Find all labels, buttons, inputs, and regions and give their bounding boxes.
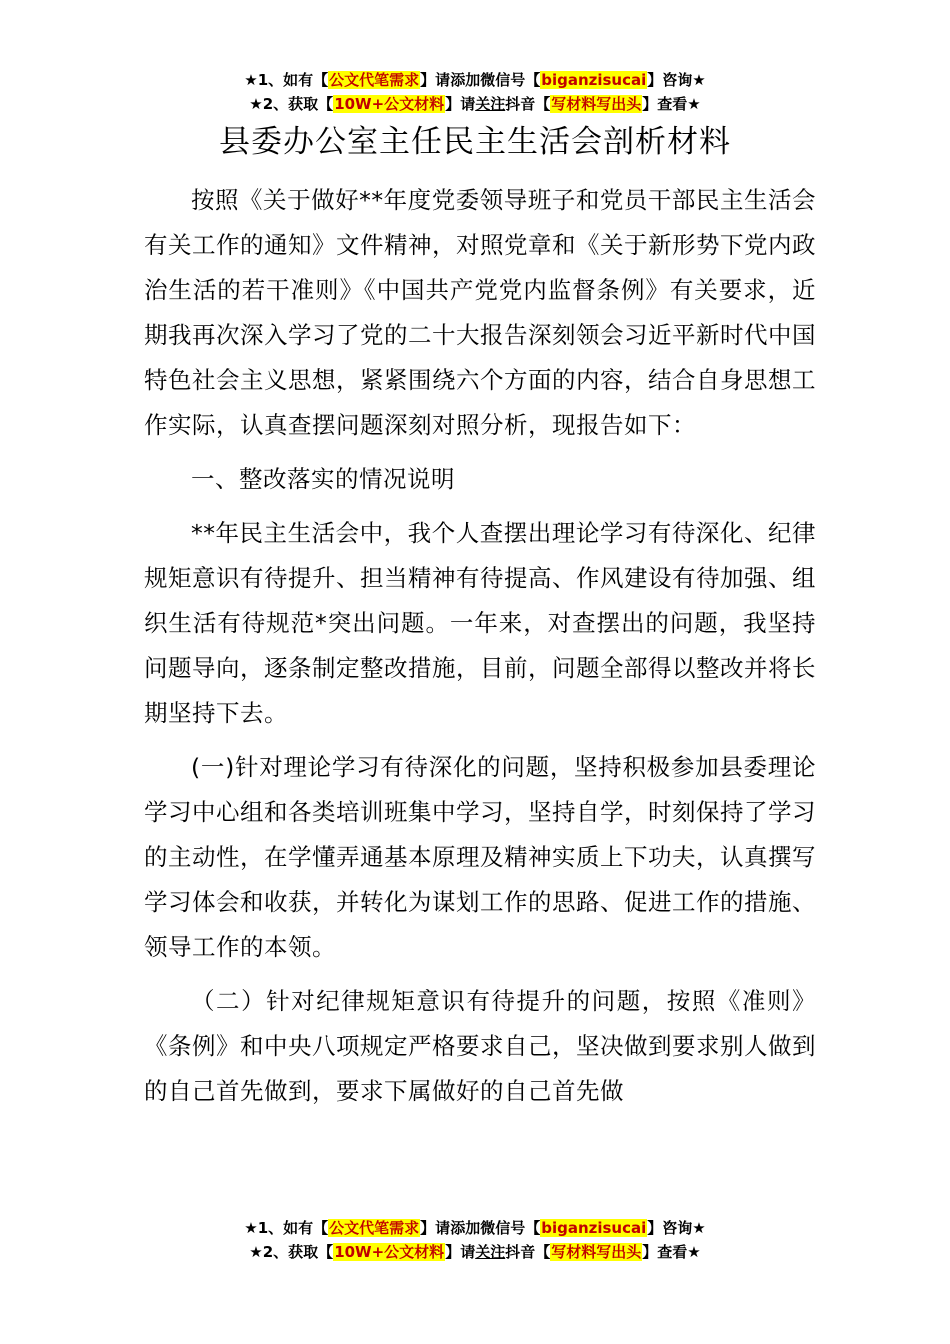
promo-highlight: 公文代笔需求: [329, 71, 420, 89]
promo-highlight: 写材料写出头: [551, 1243, 642, 1261]
promo-highlight: 10W+公文材料: [334, 95, 445, 113]
promo-text: 】请: [420, 1219, 451, 1237]
promo-text: 】请: [445, 1243, 476, 1261]
promo-text: 抖音【: [505, 1243, 551, 1261]
promo-text: 微信号【: [480, 1219, 541, 1237]
promo-text: ★2、获取【: [249, 1243, 334, 1261]
bottom-promo-banner: [0, 1216, 950, 1264]
promo-line-2: [0, 1240, 950, 1264]
promo-highlight: 公文代笔需求: [329, 1219, 420, 1237]
promo-text: 】请: [420, 71, 451, 89]
promo-text: 】查看★: [642, 1243, 701, 1261]
paragraph-item-2: （二）针对纪律规矩意识有待提升的问题，按照《准则》《条例》和中央八项规定严格要求自己，坚决做到要求别人做到的自己首先做到，要求下属做好的自己首先做: [144, 987, 816, 1105]
promo-text: ★1、如有【: [244, 71, 329, 89]
paragraph-summary: **年民主生活会中，我个人查摆出理论学习有待深化、纪律规矩意识有待提升、担当精神有待提高、作风建设有待加强、组织生活有待规范*突出问题。一年来，对查摆出的问题，我坚持问题导向，逐条制定整改措施，目前，问题全部得以整改并将长期坚持下去。: [144, 519, 816, 727]
promo-text: 添加: [450, 71, 481, 89]
promo-text: 】咨询★: [647, 1219, 706, 1237]
section-heading: 一、整改落实的情况说明: [191, 465, 455, 493]
promo-highlight: biganzisucai: [541, 71, 647, 89]
paragraph-item-1: (一)针对理论学习有待深化的问题，坚持积极参加县委理论学习中心组和各类培训班集中学习，坚持自学，时刻保持了学习的主动性，在学懂弄通基本原理及精神实质上下功夫，认真撰写学习体会和收获，并转化为谋划工作的思路、促进工作的措施、领导工作的本领。: [144, 753, 816, 961]
promo-highlight: 写材料写出头: [551, 95, 642, 113]
promo-text: 】查看★: [642, 95, 701, 113]
promo-text: 】咨询★: [647, 71, 706, 89]
promo-line-1: [0, 1216, 950, 1240]
promo-text: ★2、获取【: [249, 95, 334, 113]
promo-highlight: biganzisucai: [541, 1219, 647, 1237]
promo-text: ★1、如有【: [244, 1219, 329, 1237]
promo-line-1: [0, 68, 950, 92]
promo-highlight: 10W+公文材料: [334, 1243, 445, 1261]
promo-text: 抖音【: [505, 95, 551, 113]
top-promo-banner: [0, 68, 950, 116]
promo-text: 添加: [450, 1219, 481, 1237]
promo-line-2: [0, 92, 950, 116]
promo-text: 关注: [475, 1243, 506, 1261]
promo-text: 关注: [475, 95, 506, 113]
document-title: 县委办公室主任民主生活会剖析材料: [219, 124, 731, 160]
document-body: [144, 178, 816, 1123]
promo-text: 微信号【: [480, 71, 541, 89]
promo-text: 】请: [445, 95, 476, 113]
paragraph-intro: 按照《关于做好**年度党委领导班子和党员干部民主生活会有关工作的通知》文件精神，对照党章和《关于新形势下党内政治生活的若干准则》《中国共产党党内监督条例》有关要求，近期我再次深入学习了党的二十大报告深刻领会习近平新时代中国特色社会主义思想，紧紧围绕六个方面的内容，结合自身思想工作实际，认真查摆问题深刻对照分析，现报告如下：: [144, 186, 816, 439]
